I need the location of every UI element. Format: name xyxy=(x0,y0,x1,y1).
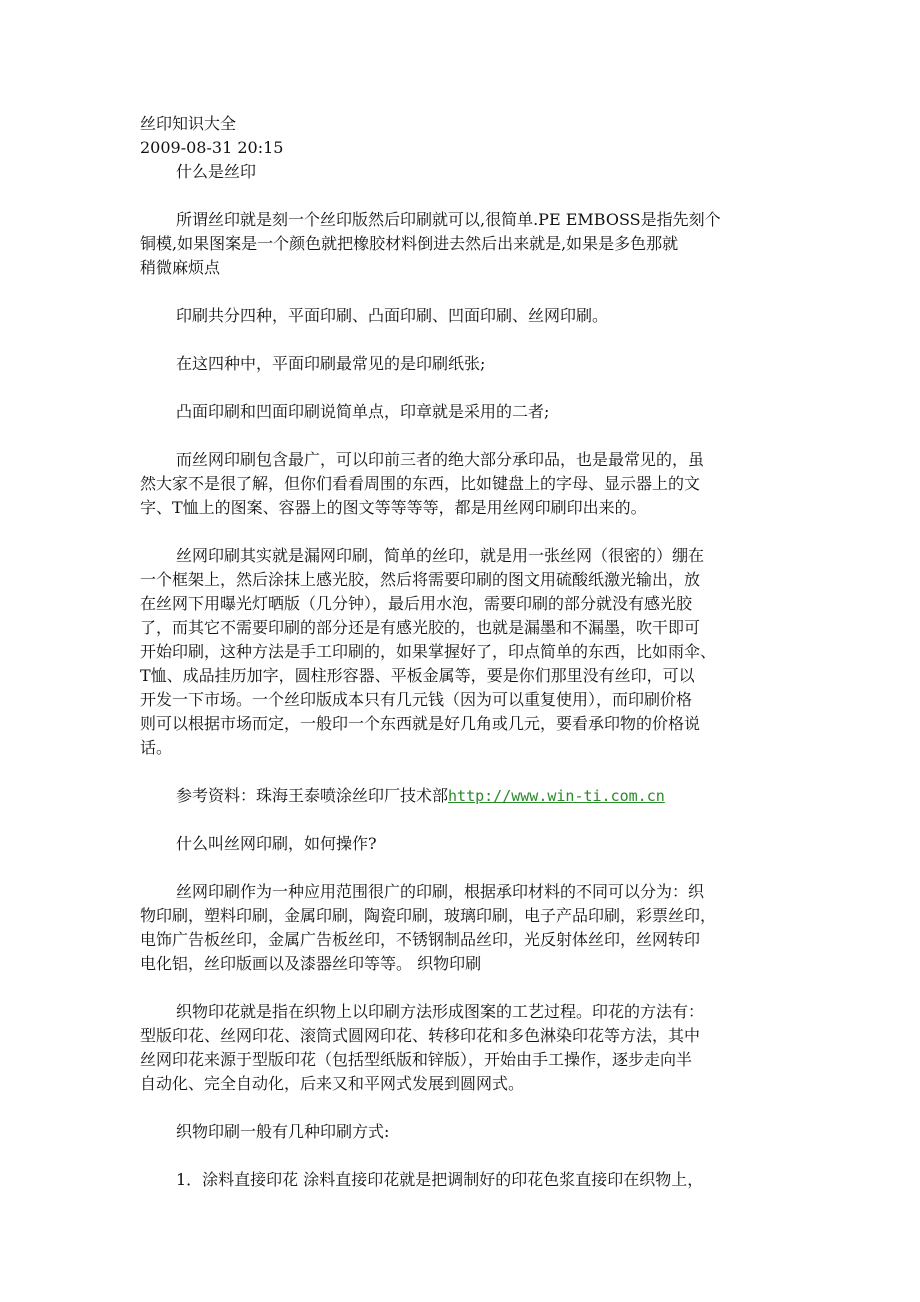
paragraph-line: 丝网印花来源于型版印花（包括型纸版和锌版），开始由手工操作，逐步走向半 xyxy=(140,1050,693,1069)
paragraph-line: 了，而其它不需要印刷的部分还是有感光胶的，也就是漏墨和不漏墨，吹干即可 xyxy=(140,618,701,637)
paragraph-line: 开始印刷，这种方法是手工印刷的，如果掌握好了，印点简单的东西，比如雨伞、 xyxy=(140,642,717,661)
paragraph-3: 在这四种中，平面印刷最常见的是印刷纸张; xyxy=(176,354,486,373)
paragraph-line: 开发一下市场。一个丝印版成本只有几元钱（因为可以重复使用），而印刷价格 xyxy=(140,690,693,709)
paragraph-line: 而丝网印刷包含最广，可以印前三者的绝大部分承印品，也是最常见的，虽 xyxy=(176,450,705,469)
doc-date: 2009-08-31 20:15 xyxy=(140,138,284,157)
paragraph-line: 丝网印刷其实就是漏网印刷，简单的丝印，就是用一张丝网（很密的）绷在 xyxy=(176,546,705,565)
paragraph-9: 织物印刷一般有几种印刷方式: xyxy=(176,1122,390,1141)
paragraph-line: 电化铝，丝印版画以及漆器丝印等等。 织物印刷 xyxy=(140,954,482,973)
paragraph-line: 铜模,如果图案是一个颜色就把橡胶材料倒进去然后出来就是,如果是多色那就 xyxy=(140,234,679,253)
paragraph-line: 型版印花、丝网印花、滚筒式圆网印花、转移印花和多色淋染印花等方法，其中 xyxy=(140,1026,701,1045)
paragraph-line: 话。 xyxy=(140,738,173,757)
reference-label: 参考资料：珠海王泰喷涂丝印厂技术部 xyxy=(176,786,449,805)
paragraph-line: 字、T恤上的图案、容器上的图文等等等等，都是用丝网印刷印出来的。 xyxy=(140,498,647,517)
paragraph-line: 织物印花就是指在织物上以印刷方法形成图案的工艺过程。印花的方法有： xyxy=(176,1002,705,1021)
paragraph-line: 在丝网下用曝光灯晒版（几分钟），最后用水泡，需要印刷的部分就没有感光胶 xyxy=(140,594,693,613)
paragraph-4: 凸面印刷和凹面印刷说简单点，印章就是采用的二者; xyxy=(176,402,550,421)
paragraph-10: 1．涂料直接印花 涂料直接印花就是把调制好的印花色浆直接印在织物上， xyxy=(176,1170,704,1189)
paragraph-line: 然大家不是很了解，但你们看看周围的东西，比如键盘上的字母、显示器上的文 xyxy=(140,474,701,493)
heading-what-is-screen-printing: 什么叫丝网印刷，如何操作? xyxy=(176,834,377,853)
paragraph-line: 丝网印刷作为一种应用范围很广的印刷，根据承印材料的不同可以分为：织 xyxy=(176,882,705,901)
paragraph-5 xyxy=(140,448,790,520)
paragraph-1 xyxy=(140,208,790,280)
reference-link[interactable]: http://www.win-ti.com.cn xyxy=(448,787,665,805)
paragraph-6 xyxy=(140,544,790,760)
paragraph-line: 所谓丝印就是刻一个丝印版然后印刷就可以,很简单.PE EMBOSS是指先刻个 xyxy=(176,210,721,229)
paragraph-2: 印刷共分四种，平面印刷、凸面印刷、凹面印刷、丝网印刷。 xyxy=(176,306,609,325)
reference-line xyxy=(140,784,790,808)
paragraph-line: 稍微麻烦点 xyxy=(140,258,221,277)
paragraph-line: 物印刷，塑料印刷，金属印刷，陶瓷印刷，玻璃印刷，电子产品印刷，彩票丝印， xyxy=(140,906,717,925)
paragraph-line: 则可以根据市场而定，一般印一个东西就是好几角或几元，要看承印物的价格说 xyxy=(140,714,701,733)
document-body xyxy=(140,112,790,1192)
heading-what-is-silkscreen: 什么是丝印 xyxy=(176,162,257,181)
paragraph-8 xyxy=(140,1000,790,1096)
paragraph-line: 电饰广告板丝印，金属广告板丝印，不锈钢制品丝印，光反射体丝印，丝网转印 xyxy=(140,930,701,949)
paragraph-line: T恤、成品挂历加字，圆柱形容器、平板金属等，要是你们那里没有丝印，可以 xyxy=(140,666,695,685)
paragraph-7 xyxy=(140,880,790,976)
doc-title: 丝印知识大全 xyxy=(140,114,237,133)
paragraph-line: 一个框架上，然后涂抹上感光胶，然后将需要印刷的图文用硫酸纸激光输出，放 xyxy=(140,570,701,589)
paragraph-line: 自动化、完全自动化，后来又和平网式发展到圆网式。 xyxy=(140,1074,525,1093)
